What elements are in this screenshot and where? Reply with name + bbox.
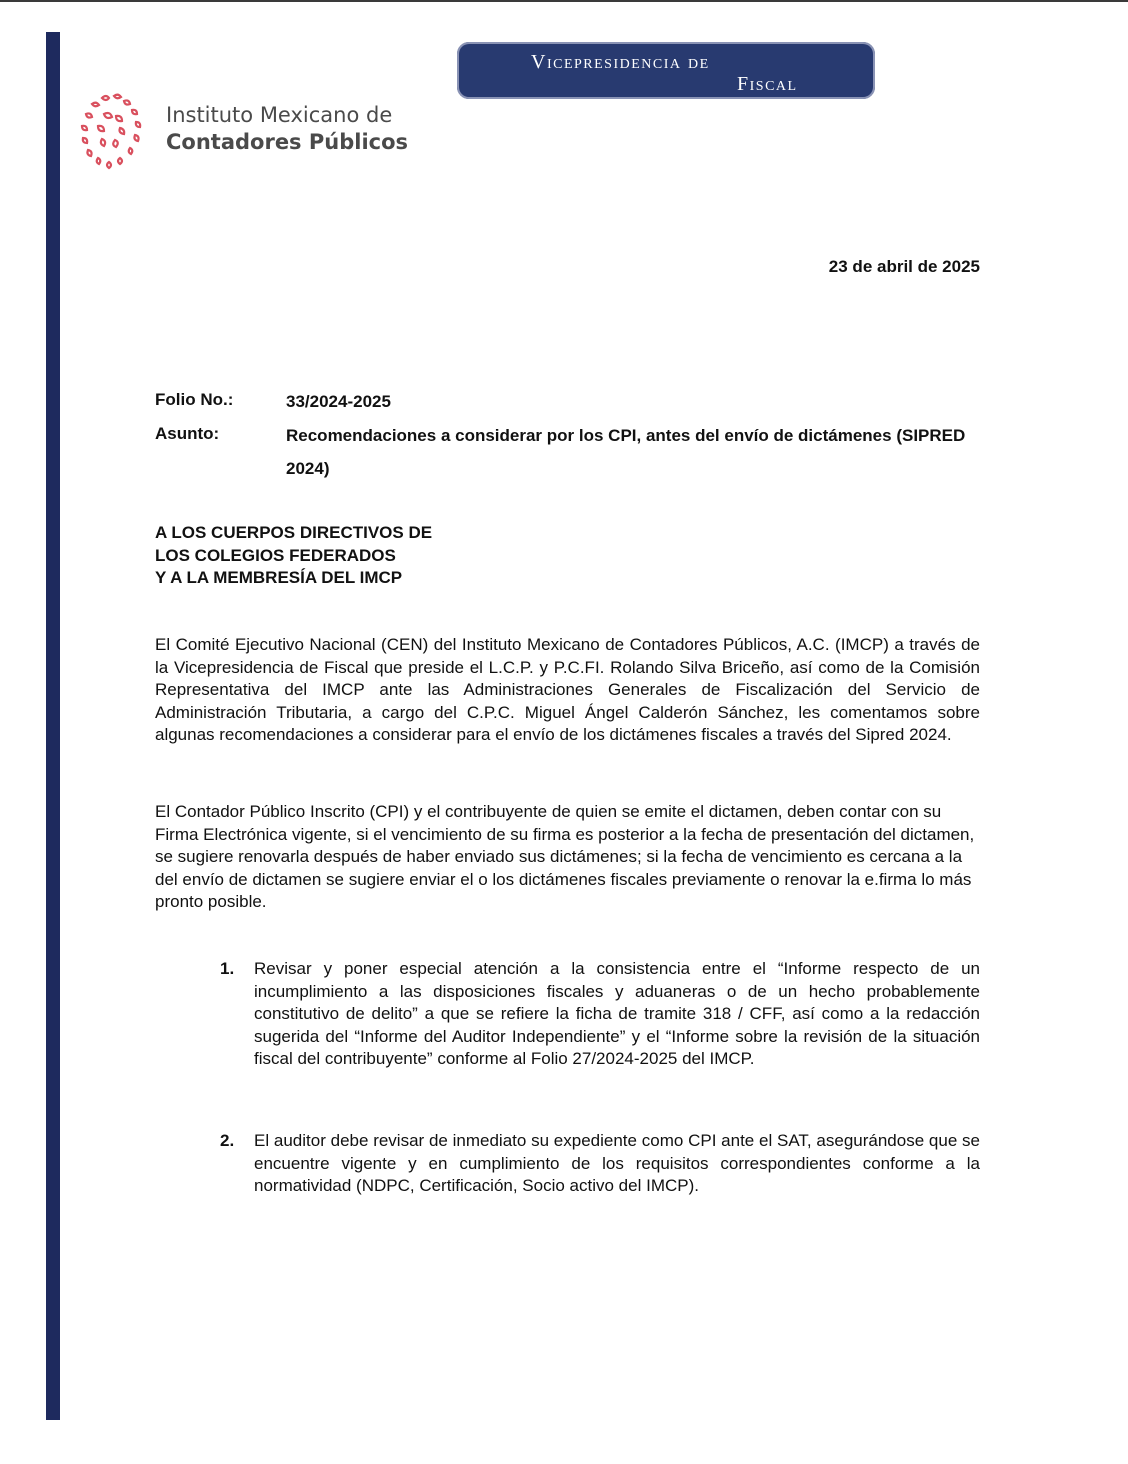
list-item-number: 1. [220, 959, 235, 978]
body-paragraph-1: El Comité Ejecutivo Nacional (CEN) del Instituto Mexicano de Contadores Públicos, A.C. (IMCP) a través de la Vicepresidencia de Fiscal que preside el L.C.P. y P.C.FI. Rolando Silva Briceño, así como de la Comisión Representativa del IMCP ante las Administraciones Generales de Fiscalización del Servicio de Administración Tributaria, a cargo del C.P.C. Miguel Ángel Calderón Sánchez, les comentamos sobre algunas recomendaciones a considerar para el envío de los dictámenes fiscales a través del Sipred 2024. [155, 635, 980, 744]
addressee-line: LOS COLEGIOS FEDERADOS [155, 545, 396, 565]
left-accent-bar [46, 32, 60, 1420]
organization-name [166, 102, 408, 156]
body-paragraph-2: El Contador Público Inscrito (CPI) y el contribuyente de quien se emite el dictamen, deben contar con su Firma Electrónica vigente, si el vencimiento de su firma es posterior a la fecha de presentación del dictamen, se sugiere renovarla después de haber enviado sus dictámenes; si la fecha de vencimiento es cercana a la del envío de dictamen se sugiere enviar el o los dictámenes fiscales previamente o renovar la e.firma lo más pronto posible. [155, 802, 975, 911]
subject-label: Asunto: [155, 424, 220, 443]
imcp-logo-icon [78, 92, 146, 170]
organization-name-line-1: Instituto Mexicano de [166, 103, 393, 127]
folio-value: 33/2024-2025 [286, 392, 391, 411]
list-item [220, 1130, 980, 1198]
addressee-block [155, 522, 432, 590]
addressee-line: A LOS CUERPOS DIRECTIVOS DE [155, 523, 433, 542]
addressee-line: Y A LA MEMBRESÍA DEL IMCP [155, 568, 403, 587]
list-item-text: El auditor debe revisar de inmediato su expediente como CPI ante el SAT, asegurándose que se encuentre vigente y en cumplimiento de los requisitos correspondientes conforme a la normatividad (NDPC, Certificación, Socio activo del IMCP). [254, 1131, 980, 1195]
banner-line-1: Vicepresidencia de [531, 51, 710, 73]
vicepresidency-banner [457, 42, 875, 99]
letter-date: 23 de abril de 2025 [828, 257, 980, 276]
banner-line-2: Fiscal [737, 73, 798, 95]
subject-value: Recomendaciones a considerar por los CPI, antes del envío de dictámenes (SIPRED 2024) [286, 426, 966, 478]
list-item [220, 958, 980, 1071]
top-border [0, 0, 1128, 2]
list-item-text: Revisar y poner especial atención a la consistencia entre el “Informe respecto de un incumplimiento a las disposiciones fiscales y aduaneras o de un hecho probablemente constitutivo de delito” a que se refiere la ficha de tramite 318 / CFF, así como a la redacción sugerida del “Informe del Auditor Independiente” y el “Informe sobre la revisión de la situación fiscal del contribuyente” conforme al Folio 27/2024-2025 del IMCP. [254, 959, 980, 1068]
organization-name-line-2: Contadores Públicos [166, 130, 409, 154]
list-item-number: 2. [220, 1131, 235, 1150]
folio-label: Folio No.: [155, 390, 234, 409]
